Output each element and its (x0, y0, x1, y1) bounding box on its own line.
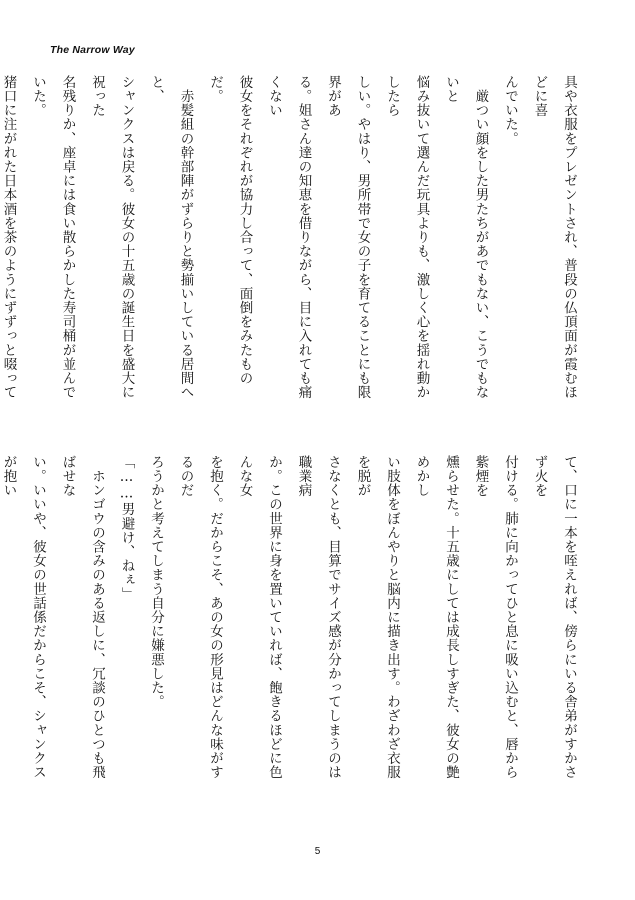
text-line: シャンクスは戻る。彼女の十五歳の誕生日を盛大に祝った (89, 75, 135, 400)
text-line: 名残りか、座卓には食い散らかした寿司桶が並んでいた。 (30, 75, 76, 400)
text-line: 赤髪組の幹部陣がずらりと勢揃いしている居間へと、 (148, 75, 194, 400)
text-line: を抱く。だからこそ、あの女の形見はどんな味がするのだ (177, 455, 223, 780)
text-line: 「……男避け、ねぇ」 (118, 455, 135, 601)
text-line: さなくとも、目算でサイズ感が分かってしまうのは職業病 (295, 455, 341, 780)
text-line: 彼女をそれぞれが協力し合って、面倒をみたものだ。 (207, 75, 253, 386)
text-line: ホンゴウの含みのある返しに、冗談のひとつも飛ばせな (59, 455, 105, 780)
text-line: んでいた。 (502, 75, 518, 146)
text-line: い。いいや、彼女の世話係だからこそ、シャンクスが抱い (0, 455, 46, 780)
text-line: 厳つい顔をした男たちがあでもない、こうでもないと (443, 75, 489, 400)
text-line: て、口に一本を咥えれば、傍らにいる舎弟がすかさず火を (531, 455, 577, 780)
text-line: 付ける。肺に向かってひと息に吸い込むと、唇から紫煙を (472, 455, 518, 780)
text-line: る。姐さん達の知恵を借りながら、目に入れても痛くない (266, 75, 312, 400)
running-title: The Narrow Way (50, 44, 135, 56)
page-number: 5 (314, 846, 321, 857)
text-line: 具や衣服をプレゼントされ、普段の仏頂面が霞むほどに喜 (531, 75, 577, 400)
text-line: 燻らせた。十五歳にしては成長しすぎた、彼女の艶めかし (413, 455, 459, 780)
text-line: か。この世界に身を置いていれば、飽きるほどに色んな女 (236, 455, 282, 780)
text-line: 悩み抜いて選んだ玩具よりも、激しく心を揺れ動かしたら (384, 75, 430, 400)
text-line: しい。やはり、男所帯で女の子を育てることにも限界があ (325, 75, 371, 400)
text-line: 猪口に注がれた日本酒を茶のようにずずっと啜って (0, 75, 17, 400)
lower-text-block (0, 455, 583, 785)
text-line: い肢体をぼんやりと脳内に描き出す。わざわざ衣服を脱が (354, 455, 400, 780)
upper-text-block (0, 75, 583, 405)
text-line: ろうかと考えてしまう自分に嫌悪した。 (148, 455, 164, 709)
